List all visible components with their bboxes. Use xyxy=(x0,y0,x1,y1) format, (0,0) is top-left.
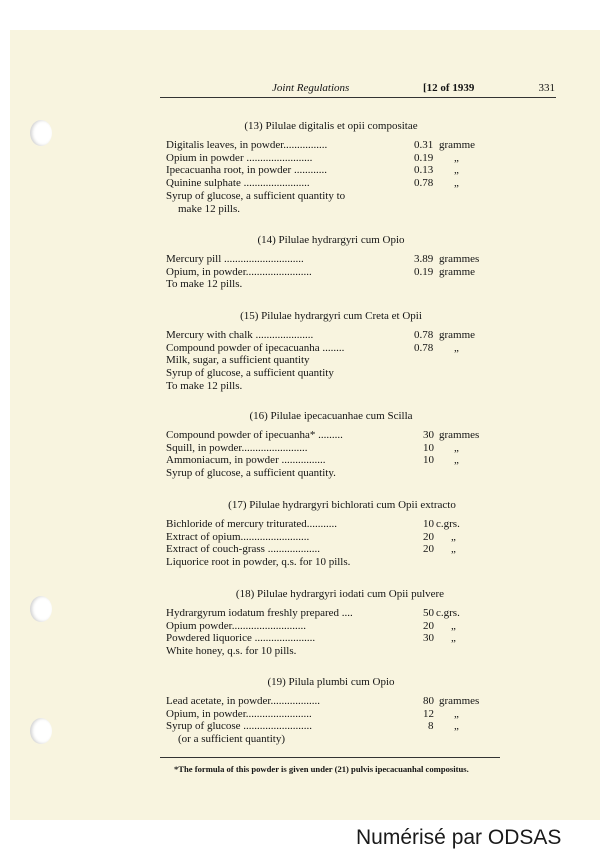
section-19 xyxy=(166,676,496,746)
section-title: (18) Pilulae hydrargyri iodati cum Opii pulvere xyxy=(235,588,445,600)
section-title: (19) Pilula plumbi cum Opio xyxy=(267,676,395,688)
header-rule xyxy=(160,97,556,98)
ingredient-amount: 30 xyxy=(423,632,434,645)
footnote-text: *The formula of this powder is given under (21) pulvis ipecacuanhal compositus. xyxy=(174,764,469,774)
section-16 xyxy=(166,410,496,480)
ingredient-unit: „ xyxy=(454,177,459,190)
section-note: Syrup of glucose, a sufficient quantity xyxy=(166,367,334,380)
ingredient-unit: „ xyxy=(454,441,459,454)
ingredient-unit: gramme xyxy=(439,138,476,151)
ingredient-unit: c.grs. xyxy=(436,606,460,619)
ingredient-amount: 10 xyxy=(423,454,434,467)
ingredient-row xyxy=(166,253,496,266)
ingredient-row xyxy=(166,518,496,531)
footnote-rule xyxy=(160,757,500,758)
ingredient-unit: gramme xyxy=(439,265,476,278)
ingredient-amount: 0.19 xyxy=(414,151,434,164)
ingredient-name: Opium, in powder........................ xyxy=(166,707,312,720)
ingredient-amount: 80 xyxy=(423,694,434,707)
section-title: (13) Pilulae digitalis et opii compositae xyxy=(244,120,418,132)
ingredient-name: Lead acetate, in powder.................. xyxy=(166,694,320,707)
ingredient-row xyxy=(166,152,496,165)
section-title: (17) Pilulae hydrargyri bichlorati cum Opii extracto xyxy=(228,499,456,511)
ingredient-name: Compound powder of ipecacuanha ........ xyxy=(166,341,345,354)
ingredient-row xyxy=(166,531,496,544)
ingredient-amount: 20 xyxy=(423,530,434,543)
ingredient-amount: 8 xyxy=(428,720,434,733)
ingredient-unit: „ xyxy=(451,632,456,645)
ingredient-amount: 0.19 xyxy=(414,265,434,278)
ingredient-name: Compound powder of ipecuanha* ......... xyxy=(166,428,343,441)
ingredient-amount: 0.78 xyxy=(414,177,434,190)
ingredient-unit: grammes xyxy=(439,252,480,265)
ingredient-name: Digitalis leaves, in powder................ xyxy=(166,138,328,151)
ingredient-unit: „ xyxy=(451,530,456,543)
punch-hole xyxy=(30,718,52,744)
ingredient-row xyxy=(166,329,496,342)
section-note: Liquorice root in powder, q.s. for 10 pills. xyxy=(166,556,351,569)
ingredient-row xyxy=(166,177,496,190)
ingredient-row xyxy=(166,429,496,442)
page-number: 331 xyxy=(538,82,555,94)
ingredient-amount: 0.13 xyxy=(414,164,434,177)
section-note: To make 12 pills. xyxy=(166,278,243,291)
ingredient-name: Mercury pill ............................. xyxy=(166,252,304,265)
ingredient-amount: 3.89 xyxy=(414,252,434,265)
ingredient-name: Ipecacuanha root, in powder ............ xyxy=(166,164,327,177)
running-header xyxy=(160,82,555,98)
ingredient-amount: 0.78 xyxy=(414,328,434,341)
ingredient-name: Hydrargyrum iodatum freshly prepared .... xyxy=(166,606,353,619)
ingredient-unit: „ xyxy=(454,164,459,177)
ingredient-unit: „ xyxy=(454,341,459,354)
section-note: make 12 pills. xyxy=(178,202,241,215)
ingredient-row xyxy=(166,543,496,556)
ingredient-row xyxy=(166,454,496,467)
ingredient-row xyxy=(166,266,496,279)
section-13 xyxy=(166,120,496,216)
footnote xyxy=(160,764,505,775)
ingredient-name: Syrup of glucose ......................... xyxy=(166,720,313,733)
ingredient-unit: grammes xyxy=(439,428,480,441)
ingredient-name: Bichloride of mercury triturated........... xyxy=(166,517,338,530)
ingredient-name: Quinine sulphate ........................ xyxy=(166,177,310,190)
ingredient-unit: gramme xyxy=(439,328,476,341)
section-note: Syrup of glucose, a sufficient quantity. xyxy=(166,467,336,480)
ingredient-name: Extract of couch-grass ................... xyxy=(166,543,320,556)
section-note: (or a sufficient quantity) xyxy=(178,733,286,746)
ingredient-row xyxy=(166,342,496,355)
ingredient-amount: 50 xyxy=(423,606,434,619)
ingredient-amount: 30 xyxy=(423,428,434,441)
ingredient-amount: 0.78 xyxy=(414,341,434,354)
section-15 xyxy=(166,310,496,393)
punch-hole xyxy=(30,120,52,146)
section-17 xyxy=(166,499,496,569)
ingredient-amount: 10 xyxy=(423,517,434,530)
ingredient-amount: 12 xyxy=(423,707,434,720)
ingredient-row xyxy=(166,620,496,633)
section-title: (16) Pilulae ipecacuanhae cum Scilla xyxy=(249,410,413,422)
section-title: (14) Pilulae hydrargyri cum Opio xyxy=(257,234,405,246)
ingredient-unit: „ xyxy=(454,720,459,733)
ingredient-name: Mercury with chalk ..................... xyxy=(166,328,314,341)
section-title: (15) Pilulae hydrargyri cum Creta et Opii xyxy=(240,310,422,322)
ingredient-unit: „ xyxy=(454,151,459,164)
section-note: To make 12 pills. xyxy=(166,379,243,392)
section-note: Milk, sugar, a sufficient quantity xyxy=(166,354,310,367)
ingredient-unit: grammes xyxy=(439,694,480,707)
ingredient-name: Ammoniacum, in powder ................ xyxy=(166,454,326,467)
ingredient-row xyxy=(166,139,496,152)
ingredient-row xyxy=(166,632,496,645)
ingredient-name: Powdered liquorice ...................... xyxy=(166,632,316,645)
ingredient-row xyxy=(166,607,496,620)
ingredient-row xyxy=(166,442,496,455)
ingredient-row xyxy=(166,695,496,708)
ingredient-row xyxy=(166,720,496,733)
header-title: Joint Regulations xyxy=(272,82,350,94)
ingredient-amount: 20 xyxy=(423,619,434,632)
section-note: White honey, q.s. for 10 pills. xyxy=(166,645,297,658)
ingredient-row xyxy=(166,708,496,721)
ingredient-unit: „ xyxy=(454,454,459,467)
ingredient-amount: 20 xyxy=(423,543,434,556)
section-14 xyxy=(166,234,496,291)
header-law-reference: [12 of 1939 xyxy=(423,82,475,94)
ingredient-row xyxy=(166,164,496,177)
digitization-watermark: Numérisé par ODSAS xyxy=(356,826,562,849)
ingredient-amount: 0.31 xyxy=(414,138,434,151)
ingredient-name: Extract of opium......................... xyxy=(166,530,310,543)
section-18 xyxy=(166,588,496,658)
punch-hole xyxy=(30,596,52,622)
ingredient-name: Opium, in powder........................ xyxy=(166,265,312,278)
ingredient-unit: „ xyxy=(454,707,459,720)
ingredient-name: Opium in powder ........................ xyxy=(166,151,313,164)
ingredient-unit: „ xyxy=(451,619,456,632)
section-note: Syrup of glucose, a sufficient quantity to xyxy=(166,189,346,202)
ingredient-amount: 10 xyxy=(423,441,434,454)
ingredient-unit: „ xyxy=(451,543,456,556)
ingredient-name: Squill, in powder........................ xyxy=(166,441,308,454)
ingredient-name: Opium powder........................... xyxy=(166,619,306,632)
ingredient-unit: c.grs. xyxy=(436,517,460,530)
